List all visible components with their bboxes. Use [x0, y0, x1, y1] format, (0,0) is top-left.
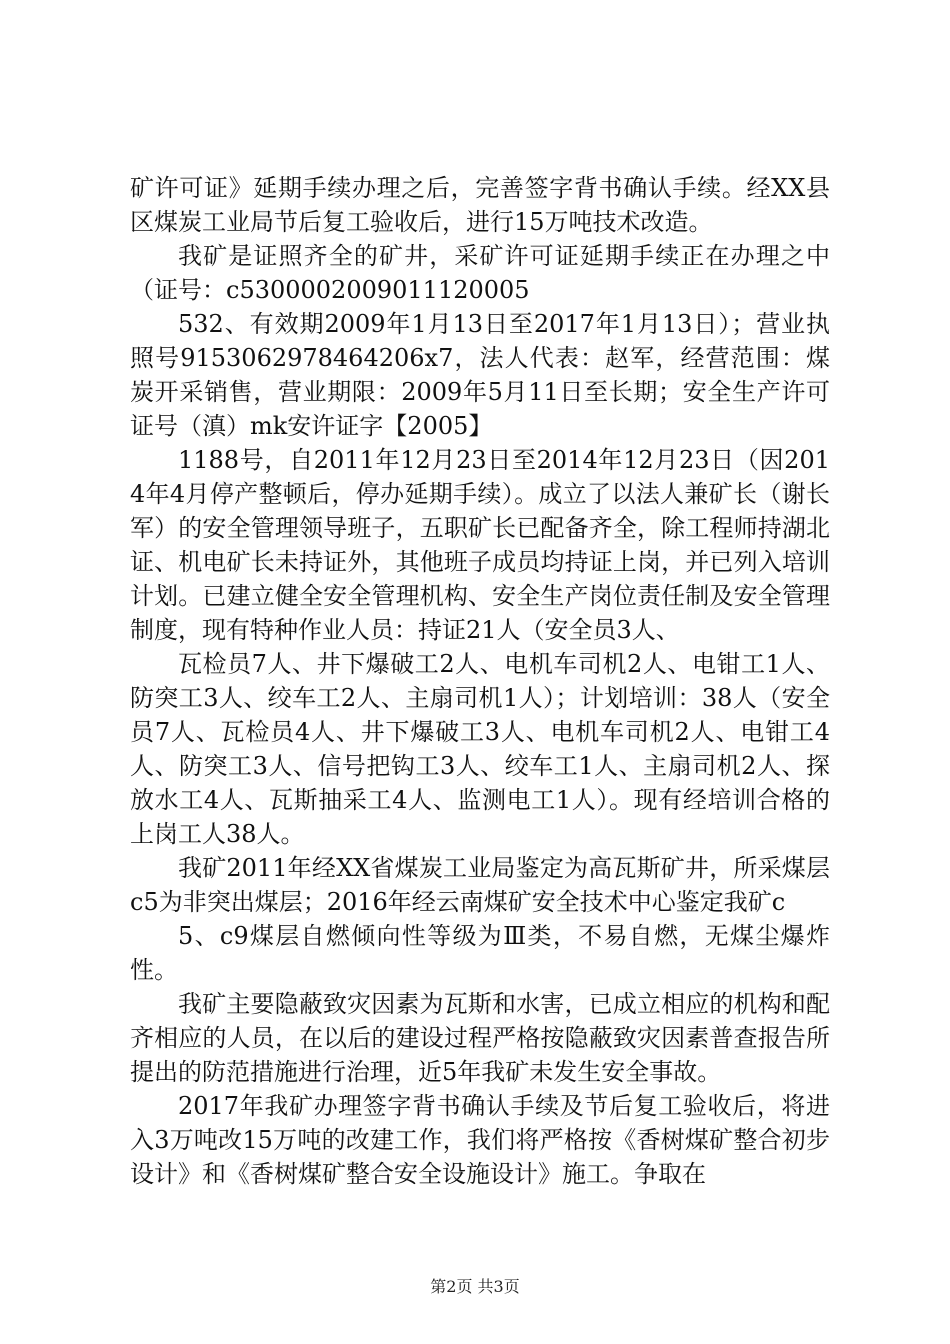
paragraph-1: 矿许可证》延期手续办理之后，完善签字背书确认手续。经XX县区煤炭工业局节后复工验收后，进行15万吨技术改造。 [130, 174, 830, 236]
paragraph-5: 瓦检员7人、井下爆破工2人、电机车司机2人、电钳工1人、防突工3人、绞车工2人、主扇司机1人）；计划培训：38人（安全员7人、瓦检员4人、井下爆破工3人、电机车司机2人、电钳工4人、防突工3人、信号把钩工3人、绞车工1人、主扇司机2人、探放水工4人、瓦斯抽采工4人、监测电工1人）。现有经培训合格的上岗工人38人。 [130, 650, 830, 848]
page-footer: 第2页 共3页 [430, 1277, 520, 1296]
paragraph-2: 我矿是证照齐全的矿井，采矿许可证延期手续正在办理之中（证号：c5300002009011120005 [130, 242, 830, 304]
paragraph-3: 532、有效期2009年1月13日至2017年1月13日）；营业执照号9153062978464206x7，法人代表：赵军，经营范围：煤炭开采销售，营业期限：2009年5月11日至长期；安全生产许可证号（滇）mk安许证字【2005】 [130, 310, 830, 440]
paragraph-9: 2017年我矿办理签字背书确认手续及节后复工验收后，将进入3万吨改15万吨的改建工作，我们将严格按《香树煤矿整合初步设计》和《香树煤矿整合安全设施设计》施工。争取在 [130, 1092, 830, 1188]
paragraph-6: 我矿2011年经XX省煤炭工业局鉴定为高瓦斯矿井，所采煤层c5为非突出煤层；2016年经云南煤矿安全技术中心鉴定我矿c [130, 854, 830, 916]
paragraph-7: 5、c9煤层自燃倾向性等级为Ⅲ类，不易自燃，无煤尘爆炸性。 [130, 922, 830, 984]
paragraph-8: 我矿主要隐蔽致灾因素为瓦斯和水害，已成立相应的机构和配齐相应的人员，在以后的建设过程严格按隐蔽致灾因素普查报告所提出的防范措施进行治理，近5年我矿未发生安全事故。 [130, 990, 830, 1086]
document-body [130, 171, 830, 1191]
paragraph-4: 1188号，自2011年12月23日至2014年12月23日（因2014年4月停产整顿后，停办延期手续）。成立了以法人兼矿长（谢长军）的安全管理领导班子，五职矿长已配备齐全，除工程师持湖北证、机电矿长未持证外，其他班子成员均持证上岗，并已列入培训计划。已建立健全安全管理机构、安全生产岗位责任制及安全管理制度，现有特种作业人员：持证21人（安全员3人、 [130, 446, 830, 644]
